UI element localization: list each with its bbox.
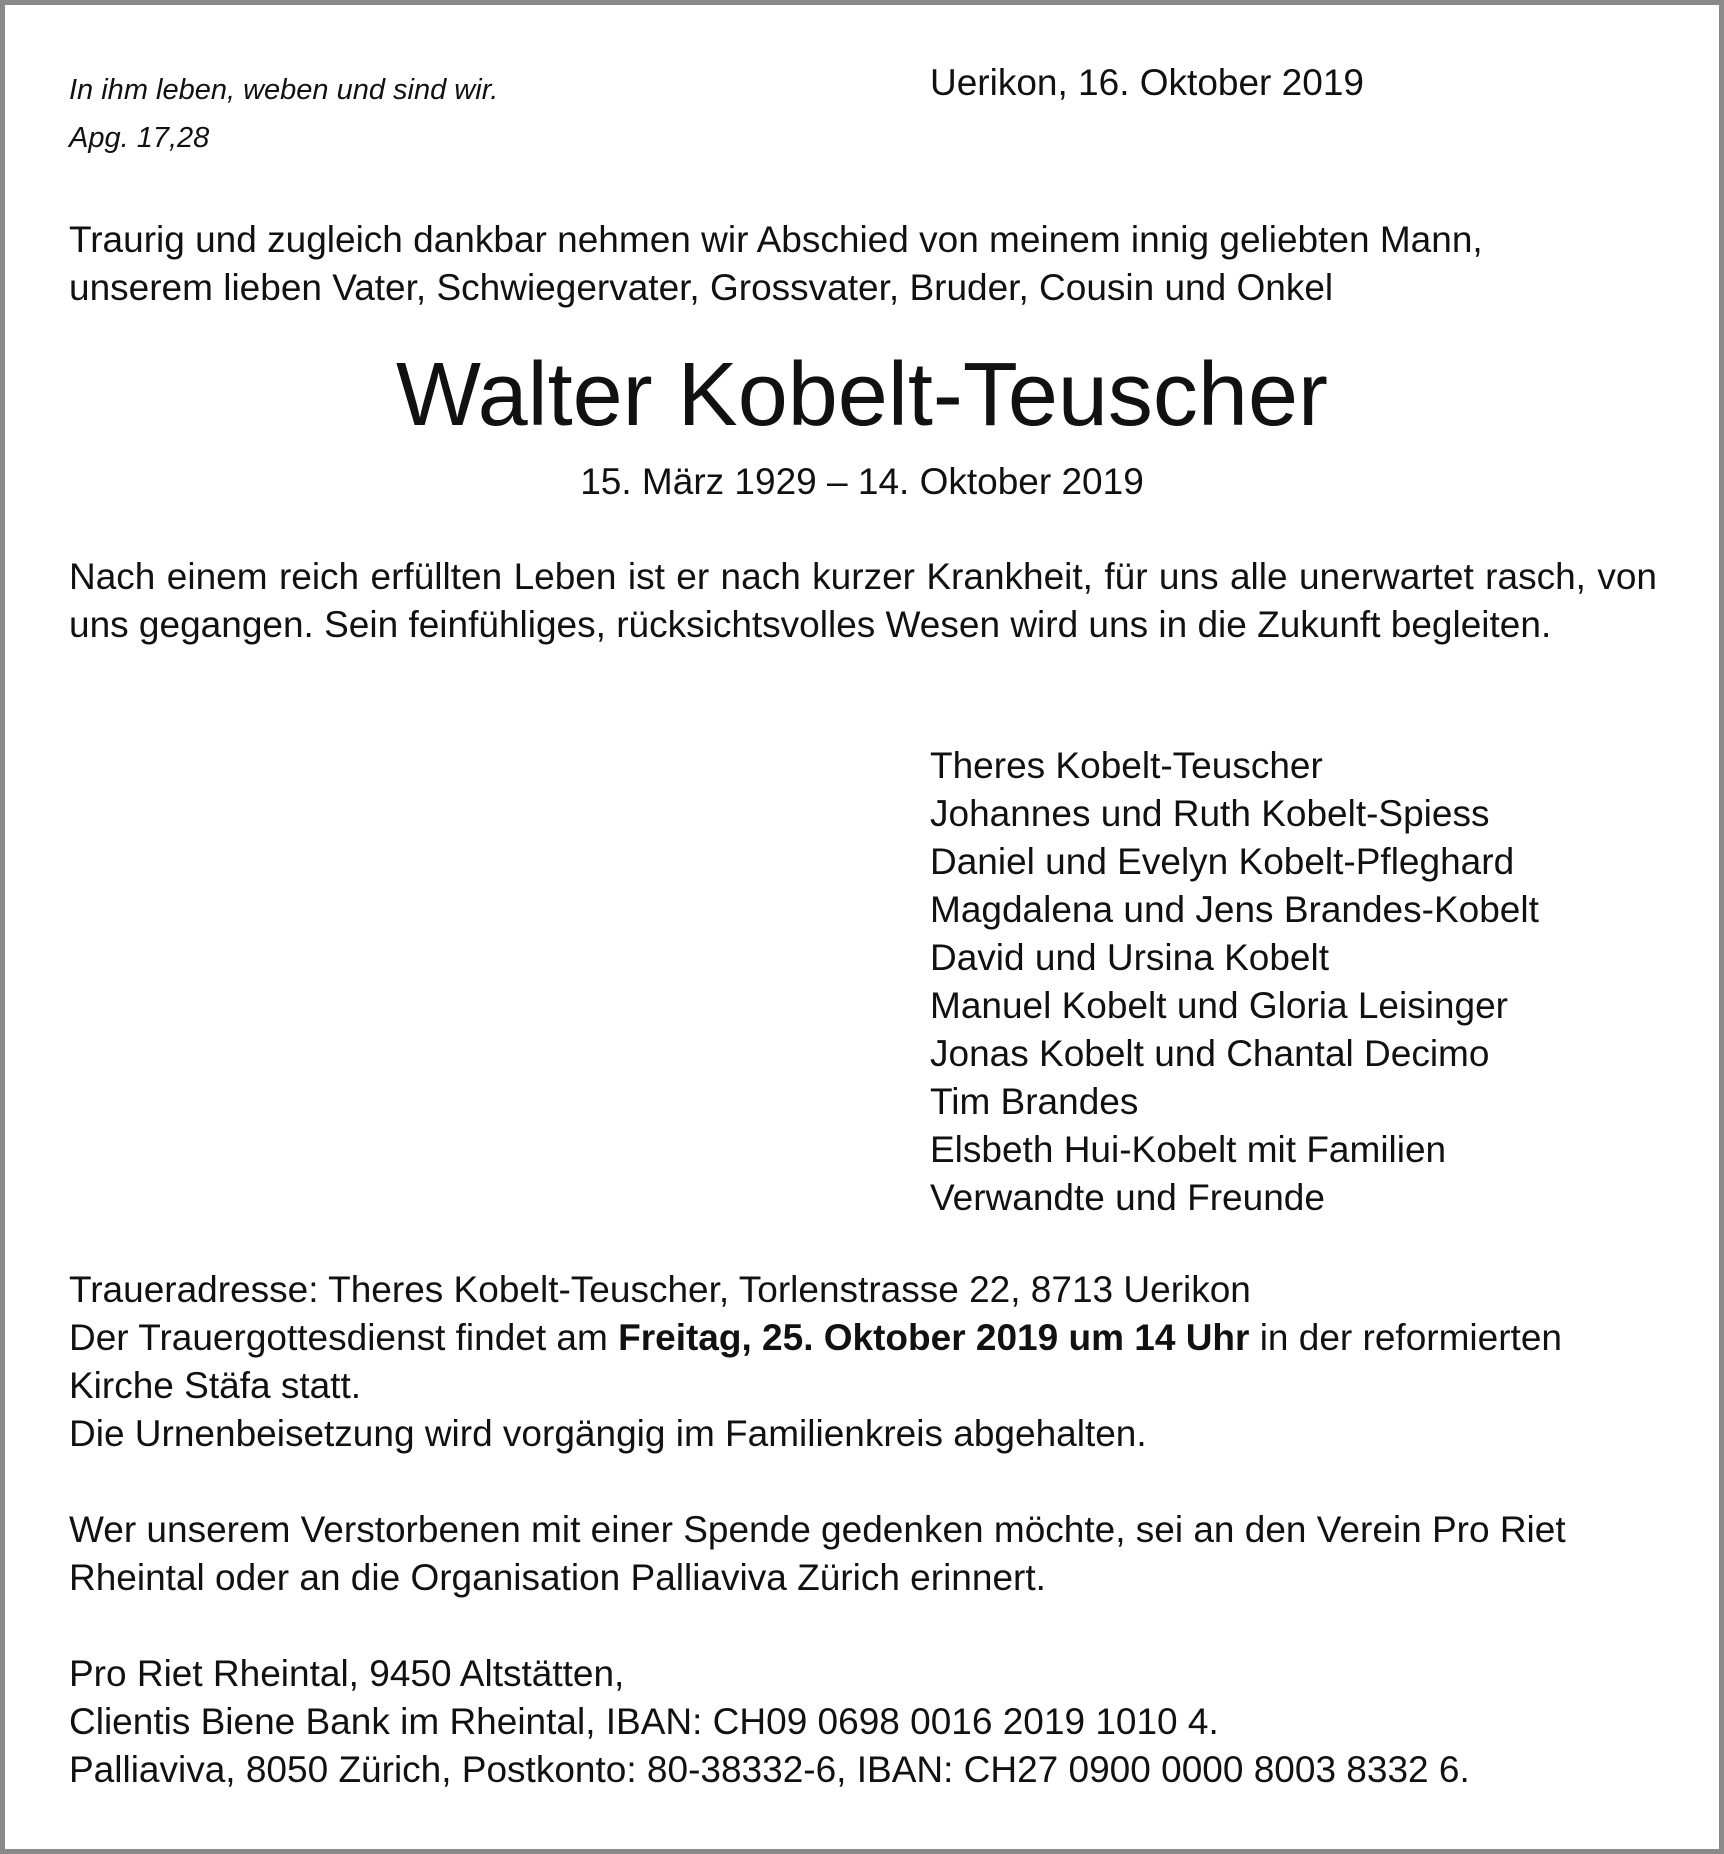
deceased-name: Walter Kobelt-Teuscher — [395, 345, 1329, 445]
intro-line: Traurig und zugleich dankbar nehmen wir Abschied von meinem innig geliebten Mann, — [69, 219, 1483, 260]
mourner: Daniel und Evelyn Kobelt-Pfleghard — [930, 841, 1515, 882]
service-line — [69, 1314, 1657, 1362]
mourning-address: Traueradresse: Theres Kobelt-Teuscher, Torlenstrasse 22, 8713 Uerikon — [69, 1269, 1251, 1310]
verse-reference: Apg. 17,28 — [69, 122, 210, 154]
mourner: Johannes und Ruth Kobelt-Spiess — [930, 793, 1490, 834]
donation-line: Rheintal oder an die Organisation Palliaviva Zürich erinnert. — [69, 1557, 1046, 1598]
donation-text — [69, 1506, 1657, 1602]
mourner: Theres Kobelt-Teuscher — [930, 745, 1323, 786]
mourner: Magdalena und Jens Brandes-Kobelt — [930, 889, 1539, 930]
service-info — [69, 1266, 1657, 1458]
mourner: Tim Brandes — [930, 1081, 1139, 1122]
intro-text — [69, 216, 1657, 312]
mourner: Verwandte und Freunde — [930, 1177, 1325, 1218]
bible-verse — [69, 66, 498, 162]
bank-line: Clientis Biene Bank im Rheintal, IBAN: CH09 0698 0016 2019 1010 4. — [69, 1701, 1219, 1742]
service-text-before: Der Trauergottesdienst findet am — [69, 1317, 619, 1358]
mourner: Elsbeth Hui-Kobelt mit Familien — [930, 1129, 1447, 1170]
tribute-text: Nach einem reich erfüllten Leben ist er nach kurzer Krankheit, für uns alle unerwartet rasch, von uns gegangen. Sein feinfühliges, rücksichtsvolles Wesen wird uns in die Zukunft begleiten. — [69, 556, 1657, 645]
bank-line: Palliaviva, 8050 Zürich, Postkonto: 80-38332-6, IBAN: CH27 0900 0000 8003 8332 6. — [69, 1749, 1470, 1790]
service-text-after: in der reformierten — [1249, 1317, 1562, 1358]
service-datetime: Freitag, 25. Oktober 2019 um 14 Uhr — [618, 1317, 1250, 1358]
mourner: Manuel Kobelt und Gloria Leisinger — [930, 985, 1508, 1026]
donation-line: Wer unserem Verstorbenen mit einer Spende gedenken möchte, sei an den Verein Pro Riet — [69, 1509, 1566, 1550]
mourner: David und Ursina Kobelt — [930, 937, 1329, 978]
bank-line: Pro Riet Rheintal, 9450 Altstätten, — [69, 1653, 625, 1694]
intro-line: unserem lieben Vater, Schwiegervater, Grossvater, Bruder, Cousin und Onkel — [69, 267, 1334, 308]
burial-note: Die Urnenbeisetzung wird vorgängig im Familienkreis abgehalten. — [69, 1413, 1147, 1454]
bank-details — [69, 1650, 1657, 1794]
service-location: Kirche Stäfa statt. — [69, 1365, 362, 1406]
verse-quote: In ihm leben, weben und sind wir. — [69, 74, 499, 106]
mourners-list — [930, 742, 1539, 1222]
place-date: Uerikon, 16. Oktober 2019 — [930, 62, 1364, 103]
mourner: Jonas Kobelt und Chantal Decimo — [930, 1033, 1490, 1074]
life-dates: 15. März 1929 – 14. Oktober 2019 — [580, 461, 1144, 502]
